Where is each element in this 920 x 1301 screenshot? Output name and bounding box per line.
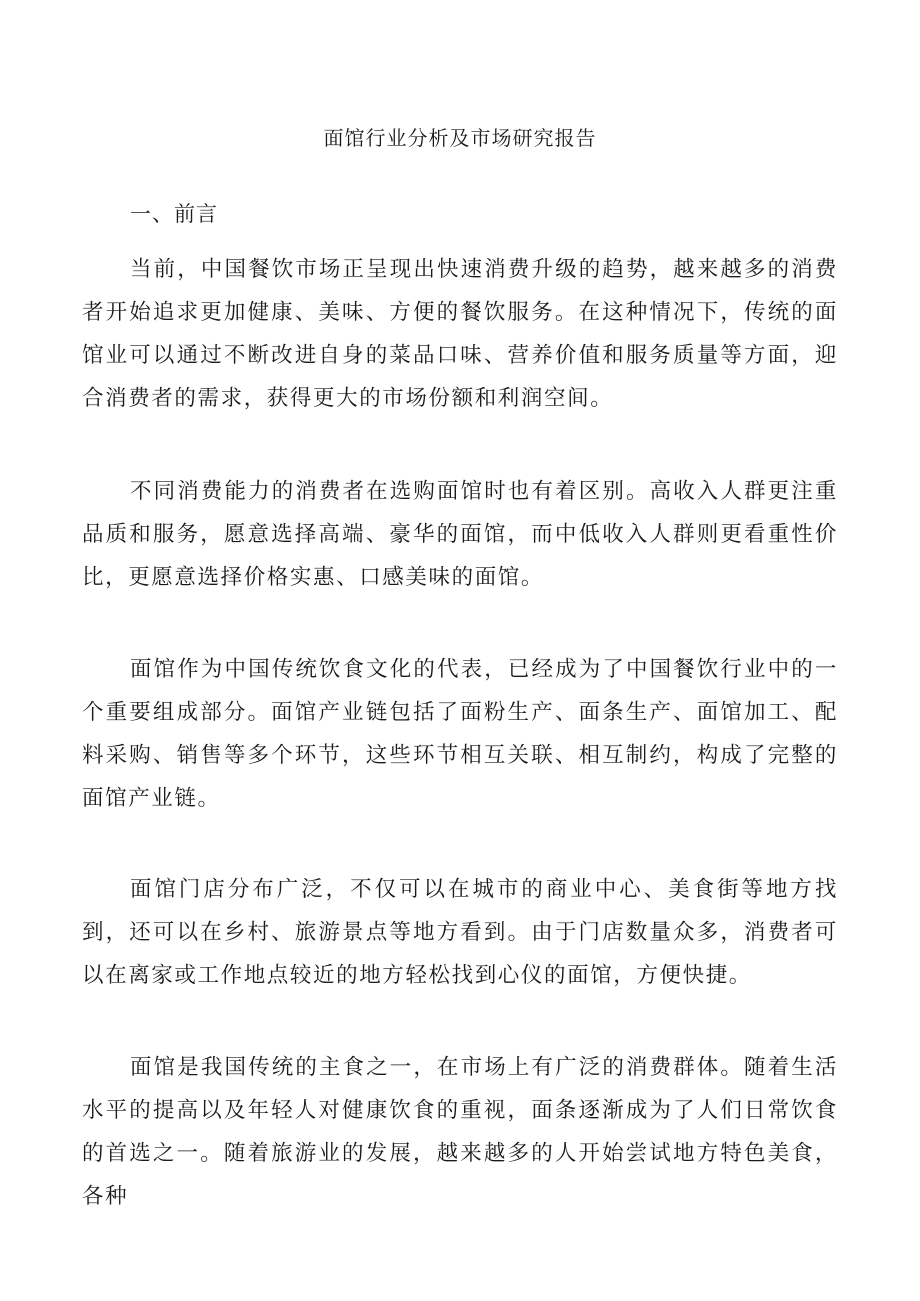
paragraph-3: 面馆作为中国传统饮食文化的代表，已经成为了中国餐饮行业中的一个重要组成部分。面馆产业链包括了面粉生产、面条生产、面馆加工、配料采购、销售等多个环节，这些环节相互关联、相互制约，构成了完整的面馆产业链。 bbox=[82, 657, 838, 811]
document-title: 面馆行业分析及市场研究报告 bbox=[323, 126, 597, 150]
paragraph-4: 面馆门店分布广泛，不仅可以在城市的商业中心、美食街等地方找到，还可以在乡村、旅游景点等地方看到。由于门店数量众多，消费者可以在离家或工作地点较近的地方轻松找到心仪的面馆，方便快捷。 bbox=[82, 877, 838, 988]
paragraph-2: 不同消费能力的消费者在选购面馆时也有着区别。高收入人群更注重品质和服务，愿意选择高端、豪华的面馆，而中低收入人群则更看重性价比，更愿意选择价格实惠、口感美味的面馆。 bbox=[82, 479, 838, 590]
section-heading: 一、前言 bbox=[130, 202, 218, 226]
paragraph-5: 面馆是我国传统的主食之一，在市场上有广泛的消费群体。随着生活水平的提高以及年轻人对健康饮食的重视，面条逐渐成为了人们日常饮食的首选之一。随着旅游业的发展，越来越多的人开始尝试地方特色美食，各种 bbox=[82, 1055, 838, 1209]
paragraph-1: 当前，中国餐饮市场正呈现出快速消费升级的趋势，越来越多的消费者开始追求更加健康、美味、方便的餐饮服务。在这种情况下，传统的面馆业可以通过不断改进自身的菜品口味、营养价值和服务质量等方面，迎合消费者的需求，获得更大的市场份额和利润空间。 bbox=[82, 257, 838, 411]
